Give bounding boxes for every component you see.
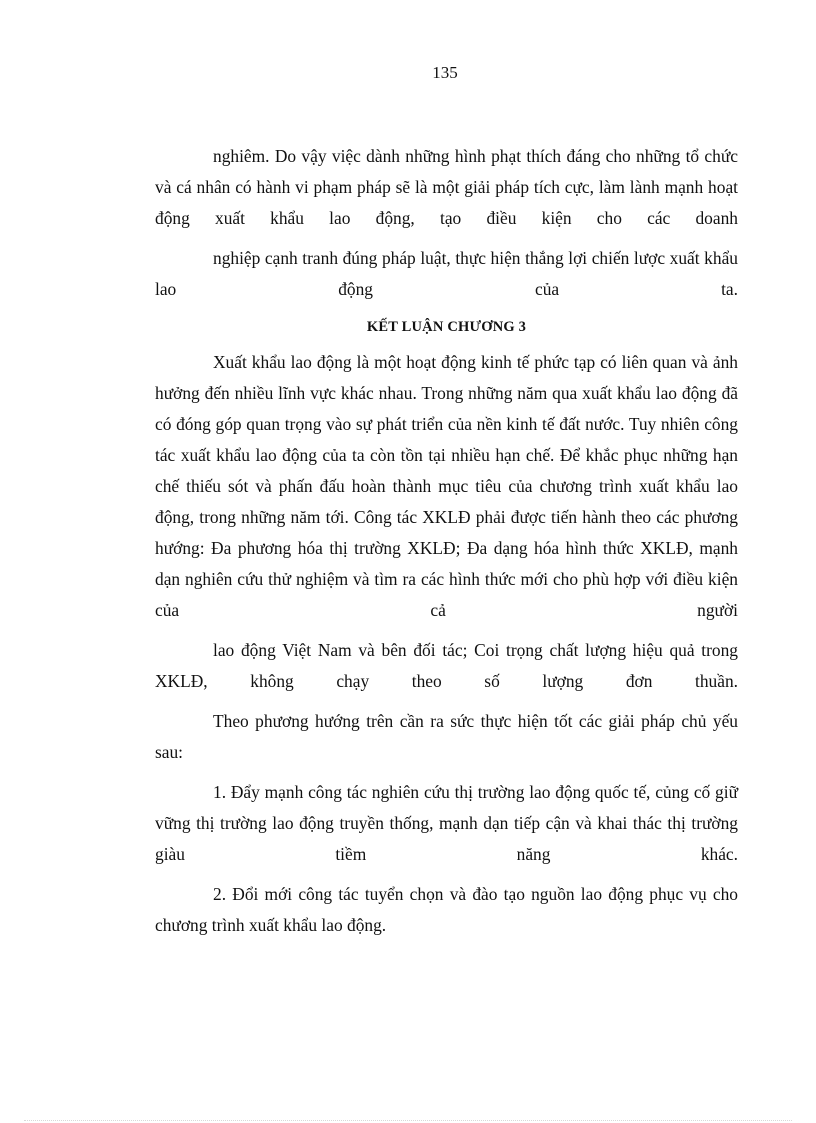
- paragraph-fair-competition: nghiệp cạnh tranh đúng pháp luật, thực hiện thắng lợi chiến lược xuất khẩu lao động của ta.: [155, 248, 738, 299]
- page-number: 135: [432, 63, 458, 82]
- page-bottom-divider: [24, 1120, 792, 1121]
- list-item-market-research: 1. Đẩy mạnh công tác nghiên cứu thị trường lao động quốc tế, củng cố giữ vững thị trường lao động truyền thống, mạnh dạn tiếp cận và khai thác thị trường giàu tiềm năng khác.: [155, 782, 738, 864]
- paragraph-solutions-intro: Theo phương hướng trên cần ra sức thực hiện tốt các giải pháp chủ yếu sau:: [155, 711, 738, 762]
- paragraph-quality-focus: lao động Việt Nam và bên đối tác; Coi trọng chất lượng hiệu quả trong XKLĐ, không chạy theo số lượng đơn thuần.: [155, 640, 738, 691]
- chapter-conclusion-heading: KẾT LUẬN CHƯƠNG 3: [366, 319, 527, 335]
- list-item-recruitment-training: 2. Đổi mới công tác tuyển chọn và đào tạo nguồn lao động phục vụ cho chương trình xuất khẩu lao động.: [155, 884, 738, 935]
- page-body: [155, 141, 738, 941]
- paragraph-labor-export-overview: Xuất khẩu lao động là một hoạt động kinh tế phức tạp có liên quan và ảnh hưởng đến nhiều lĩnh vực khác nhau. Trong những năm qua xuất khẩu lao động đã có đóng góp quan trọng vào sự phát triển của nền kinh tế đất nước. Tuy nhiên công tác xuất khẩu lao động của ta còn tồn tại nhiều hạn chế. Để khắc phục những hạn chế thiếu sót và phấn đấu hoàn thành mục tiêu của chương trình xuất khẩu lao động, trong những năm tới. Công tác XKLĐ phải được tiến hành theo các phương hướng: Đa phương hóa thị trường XKLĐ; Đa dạng hóa hình thức XKLĐ, mạnh dạn nghiên cứu thử nghiệm và tìm ra các hình thức mới cho phù hợp với điều kiện của cả người: [155, 352, 738, 620]
- paragraph-punishment-continuation: nghiêm. Do vậy việc dành những hình phạt thích đáng cho những tổ chức và cá nhân có hành vi phạm pháp sẽ là một giải pháp tích cực, làm lành mạnh hoạt động xuất khẩu lao động, tạo điều kiện cho các doanh: [155, 146, 738, 228]
